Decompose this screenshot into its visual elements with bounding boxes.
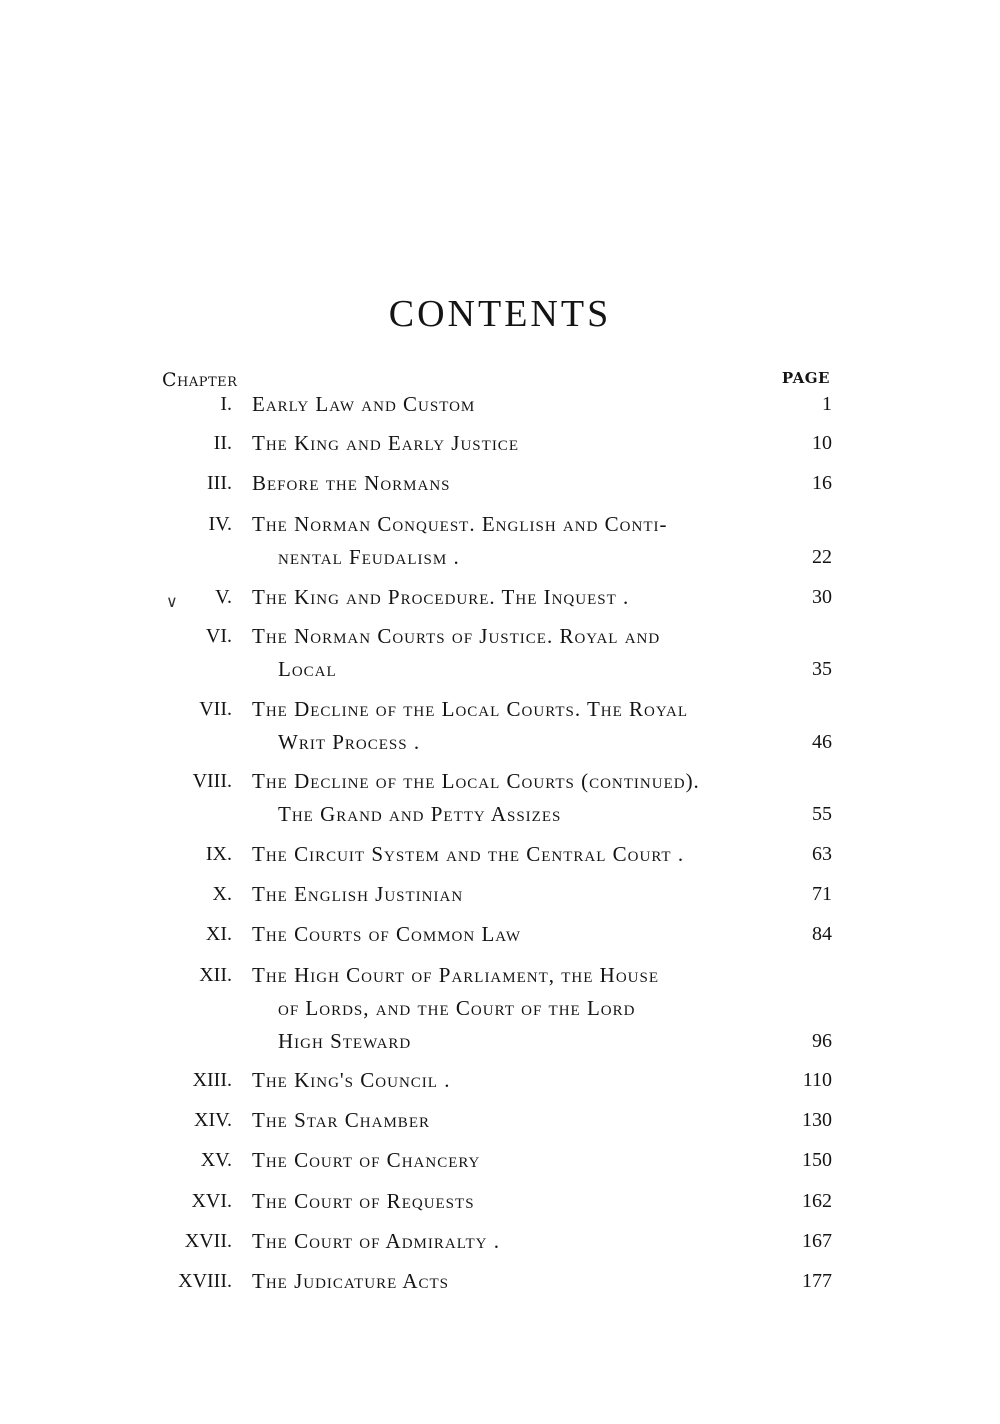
page-number: 22 [812, 546, 832, 568]
page-number: 10 [812, 432, 832, 454]
chapter-title-line: The Decline of the Local Courts. The Royal [252, 697, 689, 721]
toc-entry [0, 878, 1000, 911]
toc-entry [0, 1104, 1000, 1137]
chapter-number: XII. [199, 964, 232, 986]
chapter-title-line: The Judicature Acts [252, 1269, 450, 1293]
chapter-title-line: The King and Procedure. The Inquest . [252, 585, 630, 609]
page-number: 162 [802, 1190, 832, 1212]
toc-entry [0, 581, 1000, 614]
page-number: 150 [802, 1149, 832, 1171]
toc-entry [0, 838, 1000, 871]
chapter-number: XIII. [192, 1069, 232, 1091]
pencil-tick-mark-icon: ∨ [166, 592, 178, 611]
chapter-title [252, 1064, 772, 1097]
page-number: 1 [822, 393, 832, 415]
chapter-title [252, 918, 772, 951]
toc-entry [0, 508, 1000, 574]
chapter-title-line: Writ Process . [278, 730, 421, 754]
chapter-title-line: of Lords, and the Court of the Lord [278, 996, 636, 1020]
chapter-title [252, 467, 772, 500]
chapter-number: IV. [208, 513, 232, 535]
chapter-number: XVIII. [178, 1270, 232, 1292]
chapter-number: VIII. [192, 770, 232, 792]
chapter-title [252, 1265, 772, 1298]
toc-entry [0, 620, 1000, 686]
chapter-title-line: The English Justinian [252, 882, 464, 906]
chapter-title [252, 693, 772, 759]
chapter-title-line: The Norman Conquest. English and Conti- [252, 512, 668, 536]
chapter-title-line: The Court of Chancery [252, 1148, 481, 1172]
chapter-title-line: The Courts of Common Law [252, 922, 522, 946]
page-column-header: PAGE [781, 369, 830, 387]
chapter-number: X. [212, 883, 232, 905]
page-number: 96 [812, 1030, 832, 1052]
page-number: 130 [802, 1109, 832, 1131]
chapter-title-line: The Decline of the Local Courts (continued). [252, 769, 700, 793]
chapter-number: II. [213, 432, 232, 454]
page-number: 46 [812, 731, 832, 753]
chapter-number: XVI. [191, 1190, 232, 1212]
chapter-title [252, 1104, 772, 1137]
toc-entry [0, 959, 1000, 1058]
toc-entry [0, 918, 1000, 951]
chapter-number: XVII. [184, 1230, 232, 1252]
toc-entry [0, 467, 1000, 500]
chapter-number: IX. [205, 843, 232, 865]
page-number: 177 [802, 1270, 832, 1292]
chapter-title-line: The King and Early Justice [252, 431, 519, 455]
chapter-title [252, 620, 772, 686]
page-number: 71 [812, 883, 832, 905]
chapter-column-header: Chapter [162, 369, 238, 391]
chapter-number: VII. [199, 698, 232, 720]
chapter-title-line: The Star Chamber [252, 1108, 430, 1132]
toc-entry [0, 693, 1000, 759]
chapter-title [252, 959, 772, 1058]
page-title: CONTENTS [388, 293, 612, 335]
chapter-title [252, 388, 772, 421]
chapter-title [252, 878, 772, 911]
chapter-title [252, 1144, 772, 1177]
chapter-number: V. [215, 586, 232, 608]
chapter-title-line: The Grand and Petty Assizes [278, 802, 562, 826]
toc-entry [0, 1064, 1000, 1097]
chapter-title-line: The High Court of Parliament, the House [252, 963, 660, 987]
chapter-title-line: The Norman Courts of Justice. Royal and [252, 624, 661, 648]
chapter-title-line: Early Law and Custom [252, 392, 476, 416]
page-number: 30 [812, 586, 832, 608]
toc-entry [0, 765, 1000, 831]
toc-entry [0, 427, 1000, 460]
page-number: 16 [812, 472, 832, 494]
chapter-number: VI. [205, 625, 232, 647]
chapter-title-line: The Court of Requests [252, 1189, 475, 1213]
chapter-title-line: High Steward [278, 1029, 412, 1053]
chapter-number: I. [220, 393, 232, 415]
chapter-title-line: nental Feudalism . [278, 545, 460, 569]
chapter-title [252, 1225, 772, 1258]
toc-entry [0, 1144, 1000, 1177]
page-number: 63 [812, 843, 832, 865]
chapter-title [252, 1185, 772, 1218]
toc-entry [0, 1265, 1000, 1298]
chapter-title [252, 581, 772, 614]
page-number: 55 [812, 803, 832, 825]
chapter-title [252, 838, 772, 871]
chapter-title [252, 427, 772, 460]
page-number: 84 [812, 923, 832, 945]
page-number: 35 [812, 658, 832, 680]
chapter-number: XIV. [194, 1109, 232, 1131]
chapter-title-line: The King's Council . [252, 1068, 451, 1092]
page-number: 110 [802, 1069, 832, 1091]
page-number: 167 [802, 1230, 832, 1252]
chapter-title-line: Local [278, 657, 337, 681]
toc-entry [0, 388, 1000, 421]
chapter-number: XV. [200, 1149, 232, 1171]
chapter-title [252, 508, 772, 574]
chapter-number: III. [207, 472, 232, 494]
chapter-title [252, 765, 772, 831]
chapter-title-line: The Circuit System and the Central Court . [252, 842, 685, 866]
chapter-title-line: The Court of Admiralty . [252, 1229, 500, 1253]
toc-entry [0, 1225, 1000, 1258]
chapter-title-line: Before the Normans [252, 471, 451, 495]
chapter-number: XI. [205, 923, 232, 945]
toc-entry [0, 1185, 1000, 1218]
